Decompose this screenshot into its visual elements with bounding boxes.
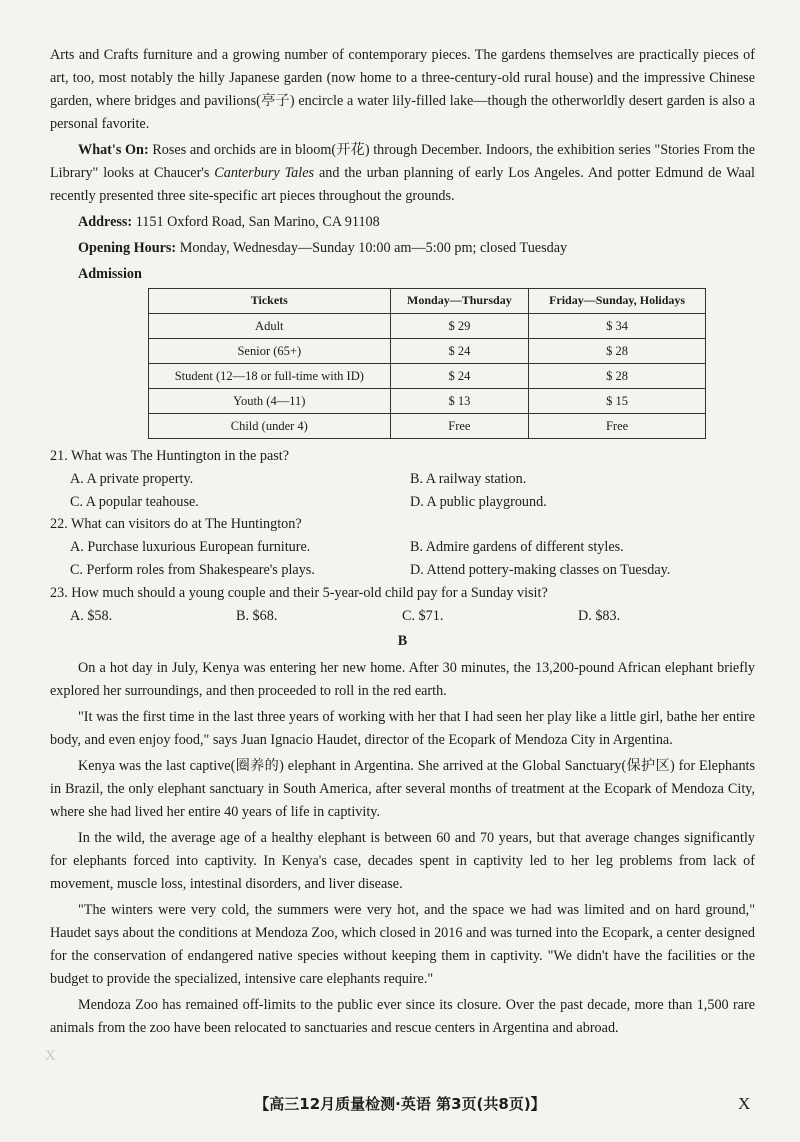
option-a: A. $58. xyxy=(70,607,113,624)
section-b-heading: B xyxy=(397,632,408,649)
passage-b-paragraph: "The winters were very cold, the summers were very hot, and the space we had was limited and on hard ground," Haudet says about the conditions at Mendoza Zoo, which closed in 2016 and was turned into the Ecopark, a center designed for the conservation of endangered native species without keeping them in captivity. "We didn't have the facilities or the budget to provide the specialized, intensive care elephants require." xyxy=(50,901,755,987)
page-content xyxy=(50,44,755,1043)
canterbury-tales-title: Canterbury Tales xyxy=(214,165,315,181)
question-22-options xyxy=(70,536,755,581)
whats-on-paragraph xyxy=(50,139,755,208)
question-22-stem: 22. What can visitors do at The Huntington? xyxy=(50,516,302,533)
weekday-price: $ 13 xyxy=(390,389,529,414)
whats-on-text-1: Roses and orchids are in bloom(开花) through December. Indoors, the exhibition series "Stories From the Library" looks at Chaucer's xyxy=(50,142,755,181)
passage-b-paragraph: Kenya was the last captive(圈养的) elephant in Argentina. She arrived at the Global Sanctuary(保护区) for Elephants in Brazil, the only elephant sanctuary in South America, after several months of treatment at the Ecopark of Mendoza City, where she had lived her entire 40 years of life in captivity. xyxy=(50,757,755,820)
passage-b-paragraph: "It was the first time in the last three years of working with her that I had seen her play like a little girl, bathe her entire body, and even enjoy food," says Juan Ignacio Haudet, director of the Ecopark of Mendoza City in Argentina. xyxy=(50,708,755,748)
whats-on-text-2: and the urban planning of early Los Angeles. And potter Edmund de Waal recently presented three site-specific art pieces throughout the grounds. xyxy=(50,165,755,204)
weekday-price: $ 24 xyxy=(390,339,529,364)
ticket-type: Child (under 4) xyxy=(149,414,391,439)
table-header-row xyxy=(149,289,706,314)
passage-b-paragraph: On a hot day in July, Kenya was entering her new home. After 30 minutes, the 13,200-pound African elephant briefly explored her surroundings, and then proceeded to roll in the red earth. xyxy=(50,659,755,699)
address-label: Address: xyxy=(78,214,133,230)
passage-b-paragraph: In the wild, the average age of a healthy elephant is between 60 and 70 years, but that average changes significantly for elephants forced into captivity. In Kenya's case, decades spent in captivity led to her leg problems from lack of movement, muscle loss, intestinal disorders, and liver disease. xyxy=(50,829,755,892)
passage-b-paragraph: Mendoza Zoo has remained off-limits to the public ever since its closure. Over the past decade, more than 1,500 rare animals from the zoo have been relocated to sanctuaries and rescue centers in Argentina and abroad. xyxy=(50,996,755,1036)
option-c: C. Perform roles from Shakespeare's plays. xyxy=(70,562,315,579)
ticket-type: Senior (65+) xyxy=(149,339,391,364)
table-row xyxy=(149,414,706,439)
weekday-price: $ 24 xyxy=(390,364,529,389)
whats-on-label: What's On: xyxy=(78,142,149,158)
header-monday-thursday: Monday—Thursday xyxy=(390,289,529,314)
question-21-options xyxy=(70,468,755,513)
option-a: A. A private property. xyxy=(70,471,194,487)
weekday-price: $ 29 xyxy=(390,314,529,339)
header-tickets: Tickets xyxy=(149,289,391,314)
opening-hours-label: Opening Hours: xyxy=(78,240,177,256)
table-row xyxy=(149,389,706,414)
question-21-stem: 21. What was The Huntington in the past? xyxy=(50,448,290,464)
footer-mark: X xyxy=(738,1094,751,1113)
option-b: B. Admire gardens of different styles. xyxy=(410,539,624,556)
opening-hours-line xyxy=(78,237,755,260)
weekday-price: Free xyxy=(390,414,529,439)
option-b: B. A railway station. xyxy=(410,471,527,487)
header-friday-sunday-holidays: Friday—Sunday, Holidays xyxy=(529,289,706,314)
option-b: B. $68. xyxy=(236,607,278,624)
option-c: C. A popular teahouse. xyxy=(70,493,199,510)
ticket-type: Student (12—18 or full-time with ID) xyxy=(149,364,391,389)
option-d: D. Attend pottery-making classes on Tuesday. xyxy=(410,562,671,579)
admission-table xyxy=(148,288,706,439)
table-row xyxy=(149,339,706,364)
weekend-price: $ 34 xyxy=(529,314,706,339)
weekend-price: $ 28 xyxy=(529,364,706,389)
opening-hours-text: Monday, Wednesday—Sunday 10:00 am—5:00 pm; closed Tuesday xyxy=(176,240,568,256)
page-footer: 【高三12月质量检测·英语 第3页(共8页)】 xyxy=(254,1095,546,1113)
option-d: D. A public playground. xyxy=(410,493,547,510)
question-23-stem: 23. How much should a young couple and their 5-year-old child pay for a Sunday visit? xyxy=(50,584,548,601)
passage-a-paragraph-1: Arts and Crafts furniture and a growing number of contemporary pieces. The gardens themselves are practically pieces of art, too, most notably the hilly Japanese garden (now home to a three-century-old rural house) and the impressive Chinese garden, where bridges and pavilions(亭子) encircle a water lily-filled lake—though the otherworldly desert garden is also a personal favorite. xyxy=(50,47,755,132)
address-text: 1151 Oxford Road, San Marino, CA 91108 xyxy=(132,214,380,230)
question-23-options xyxy=(70,605,755,628)
ticket-type: Youth (4—11) xyxy=(149,389,391,414)
weekend-price: $ 28 xyxy=(529,339,706,364)
table-row xyxy=(149,364,706,389)
weekend-price: $ 15 xyxy=(529,389,706,414)
option-c: C. $71. xyxy=(402,607,444,624)
admission-label: Admission xyxy=(78,266,142,282)
faded-page-mark: X xyxy=(45,1048,56,1064)
weekend-price: Free xyxy=(529,414,706,439)
option-a: A. Purchase luxurious European furniture. xyxy=(70,539,311,556)
table-row xyxy=(149,314,706,339)
address-line xyxy=(78,211,755,234)
ticket-type: Adult xyxy=(149,314,391,339)
option-d: D. $83. xyxy=(578,607,621,624)
